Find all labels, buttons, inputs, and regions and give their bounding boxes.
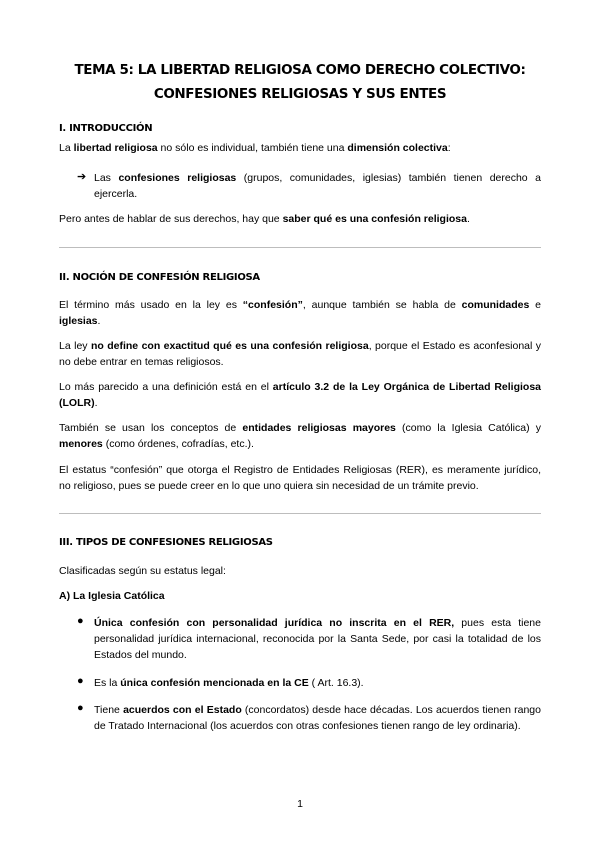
list-item-confesiones: Las confesiones religiosas (grupos, comunidades, iglesias) también tienen derecho a ejercerla. <box>94 172 541 200</box>
list-item-acuerdos: Tiene acuerdos con el Estado (concordatos) desde hace décadas. Los acuerdos tienen rango de Tratado Internacional (los acuerdos con otras confesiones tienen rango de ley ordinaria). <box>94 704 541 732</box>
section-heading-introduccion: I. INTRODUCCIÓN <box>59 123 153 134</box>
bullet-dot-icon: ● <box>77 675 84 687</box>
document-title-line-2: CONFESIONES RELIGIOSAS Y SUS ENTES <box>153 86 447 102</box>
bullet-dot-icon: ● <box>77 702 84 714</box>
subheading-iglesia-catolica: A) La Iglesia Católica <box>59 590 165 602</box>
list-item-mencionada-ce: Es la única confesión mencionada en la CE ( Art. 16.3). <box>94 677 364 689</box>
paragraph-intro: La libertad religiosa no sólo es individual, también tiene una dimensión colectiva: <box>59 142 451 154</box>
paragraph-clasificadas: Clasificadas según su estatus legal: <box>59 565 226 577</box>
paragraph-entidades: También se usan los conceptos de entidades religiosas mayores (como la Iglesia Católica) y menores (como órdenes, cofradías, etc.). <box>59 422 541 450</box>
page-number: 1 <box>297 798 303 810</box>
paragraph-termino: El término más usado en la ley es “confesión”, aunque también se habla de comunidades e iglesias. <box>59 299 541 327</box>
document-title-line-1: TEMA 5: LA LIBERTAD RELIGIOSA COMO DERECHO COLECTIVO: <box>74 62 526 78</box>
bullet-dot-icon: ● <box>77 615 84 627</box>
list-item-unica-confesion: Única confesión con personalidad jurídica no inscrita en el RER, pues esta tiene personalidad jurídica internacional, reconocida por la Santa Sede, por casi la totalidad de los Estados del mundo. <box>94 617 541 661</box>
section-heading-nocion: II. NOCIÓN DE CONFESIÓN RELIGIOSA <box>59 272 260 283</box>
paragraph-ley-no-define: La ley no define con exactitud qué es una confesión religiosa, porque el Estado es aconfesional y no debe entrar en temas religiosos. <box>59 340 542 368</box>
section-heading-tipos: III. TIPOS DE CONFESIONES RELIGIOSAS <box>59 537 273 548</box>
section-divider <box>59 247 541 248</box>
paragraph-estatus: El estatus “confesión” que otorga el Registro de Entidades Religiosas (RER), es meramente jurídico, no religioso, pues se puede creer en lo que uno quiera sin necesidad de un trámite previo. <box>59 464 541 492</box>
paragraph-articulo: Lo más parecido a una definición está en el artículo 3.2 de la Ley Orgánica de Libertad Religiosa (LOLR). <box>59 381 541 409</box>
paragraph-antes: Pero antes de hablar de sus derechos, hay que saber qué es una confesión religiosa. <box>59 213 470 225</box>
arrow-bullet-icon: ➔ <box>77 171 87 183</box>
section-divider <box>59 513 541 514</box>
